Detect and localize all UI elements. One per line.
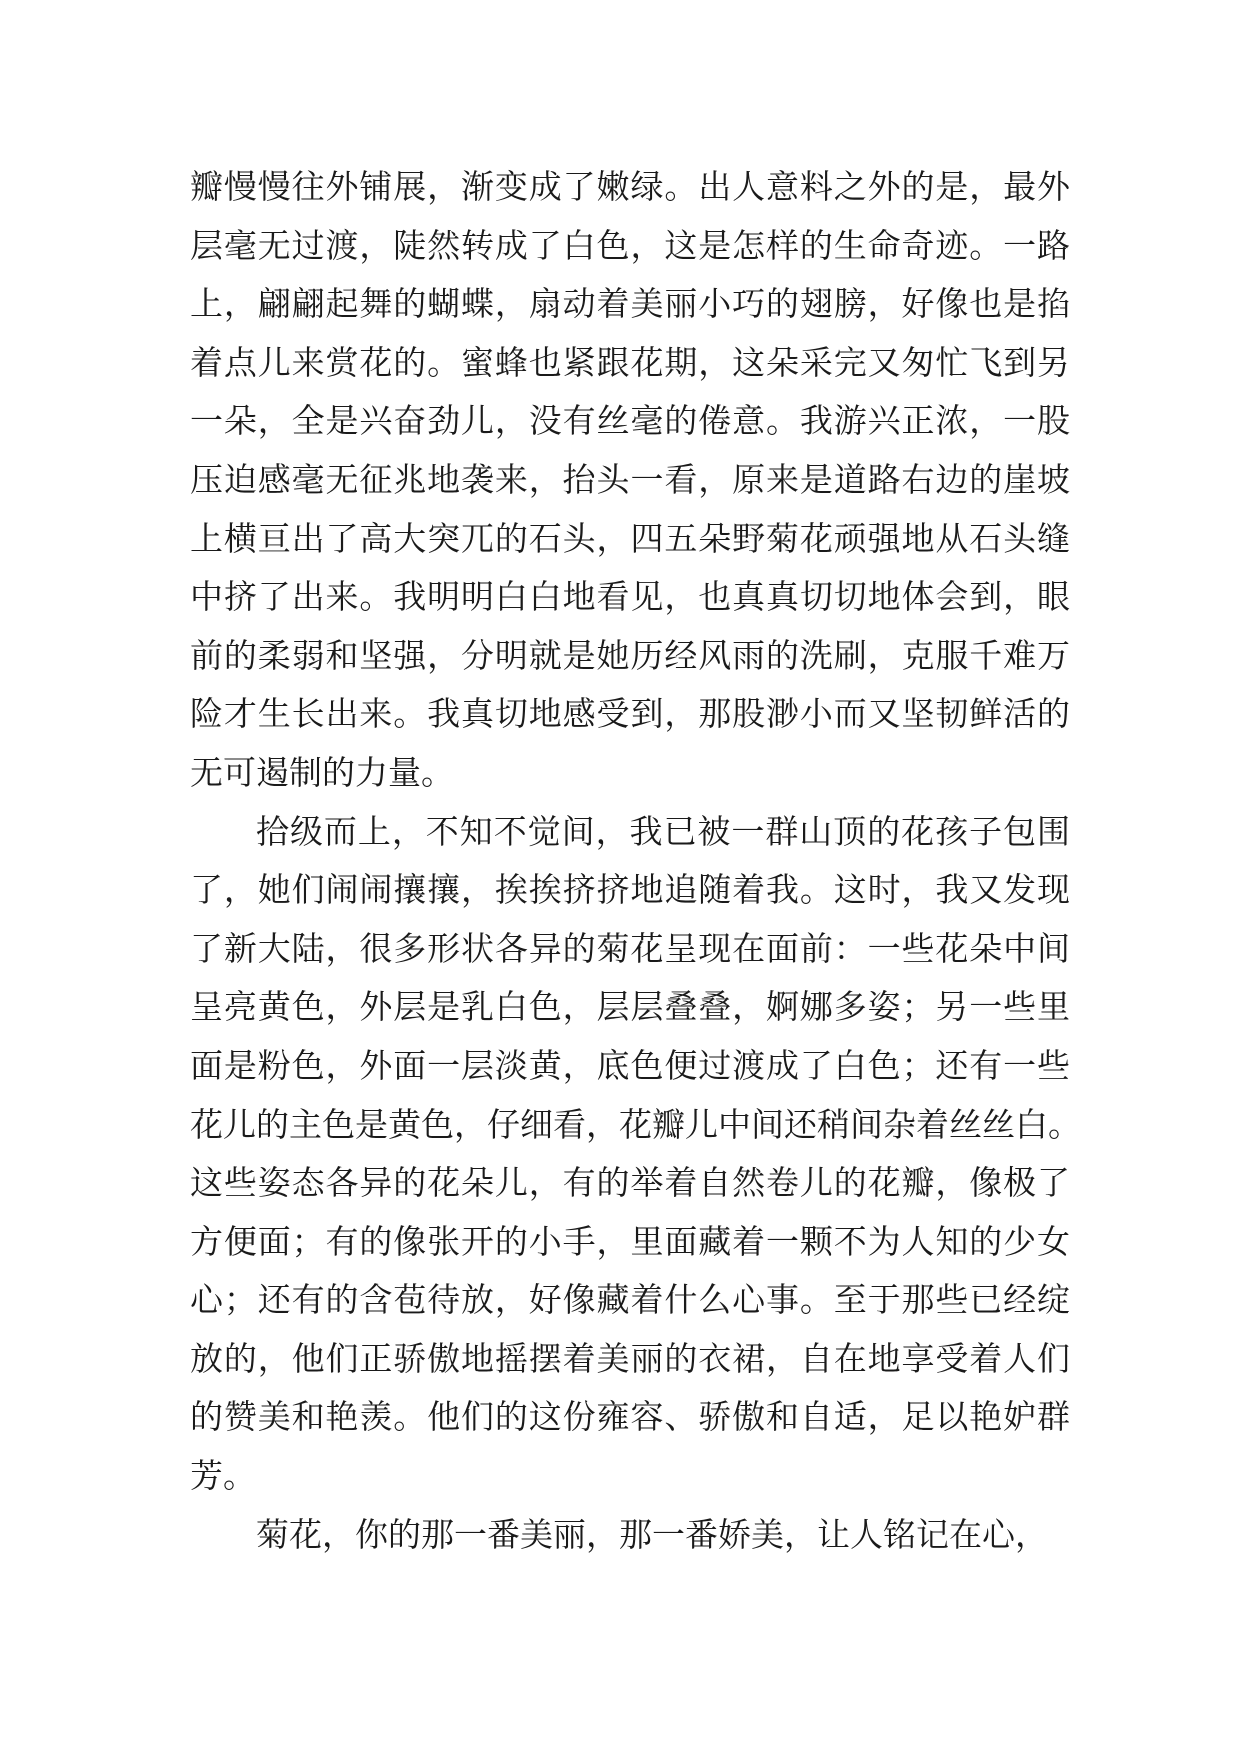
text-line: 花儿的主色是黄色，仔细看，花瓣儿中间还稍间杂着丝丝白。 [190,1104,1081,1144]
text-line: 险才生长出来。我真切地感受到，那股渺小而又坚韧鲜活的 [190,694,1070,734]
text-line: 压迫感毫无征兆地袭来，抬头一看，原来是道路右边的崖坡 [190,459,1070,499]
text-line: 无可遏制的力量。 [190,752,454,792]
text-line: 芳。 [190,1456,256,1496]
text-line: 着点儿来赏花的。蜜蜂也紧跟花期，这朵采完又匆忙飞到另 [190,342,1070,382]
text-line: 瓣慢慢往外铺展，渐变成了嫩绿。出人意料之外的是，最外 [190,167,1070,206]
text-line: 中挤了出来。我明明白白地看见，也真真切切地体会到，眼 [190,577,1070,617]
text-line: 的赞美和艳羡。他们的这份雍容、骄傲和自适，足以艳妒群 [190,1397,1070,1437]
paragraph [190,158,1070,803]
text-line: 了新大陆，很多形状各异的菊花呈现在面前：一些花朵中间 [190,928,1070,968]
text-line: 上，翩翩起舞的蝴蝶，扇动着美丽小巧的翅膀，好像也是掐 [190,284,1070,324]
text-line: 层毫无过渡，陡然转成了白色，这是怎样的生命奇迹。一路 [190,225,1070,265]
text-line: 放的，他们正骄傲地摇摆着美丽的衣裙，自在地享受着人们 [190,1338,1070,1378]
text-line: 拾级而上，不知不觉间，我已被一群山顶的花孩子包围 [256,811,1070,851]
text-line: 了，她们闹闹攘攘，挨挨挤挤地追随着我。这时，我又发现 [190,870,1070,910]
text-line: 上横亘出了高大突兀的石头，四五朵野菊花顽强地从石头缝 [190,518,1070,558]
text-line: 面是粉色，外面一层淡黄，底色便过渡成了白色；还有一些 [190,1045,1070,1085]
text-line: 前的柔弱和坚强，分明就是她历经风雨的洗刷，克服千难万 [190,635,1070,675]
text-line: 一朵，全是兴奋劲儿，没有丝毫的倦意。我游兴正浓，一股 [190,401,1070,441]
text-line: 这些姿态各异的花朵儿，有的举着自然卷儿的花瓣，像极了 [190,1163,1070,1203]
text-line: 呈亮黄色，外层是乳白色，层层叠叠，婀娜多姿；另一些里 [190,987,1070,1027]
text-line: 菊花，你的那一番美丽，那一番娇美，让人铭记在心， [256,1514,1048,1554]
text-line: 方便面；有的像张开的小手，里面藏着一颗不为人知的少女 [190,1221,1070,1261]
paragraph [190,1506,1070,1565]
text-line: 心；还有的含苞待放，好像藏着什么心事。至于那些已经绽 [190,1280,1070,1320]
paragraph [190,803,1081,1506]
body-text [190,158,1081,1564]
